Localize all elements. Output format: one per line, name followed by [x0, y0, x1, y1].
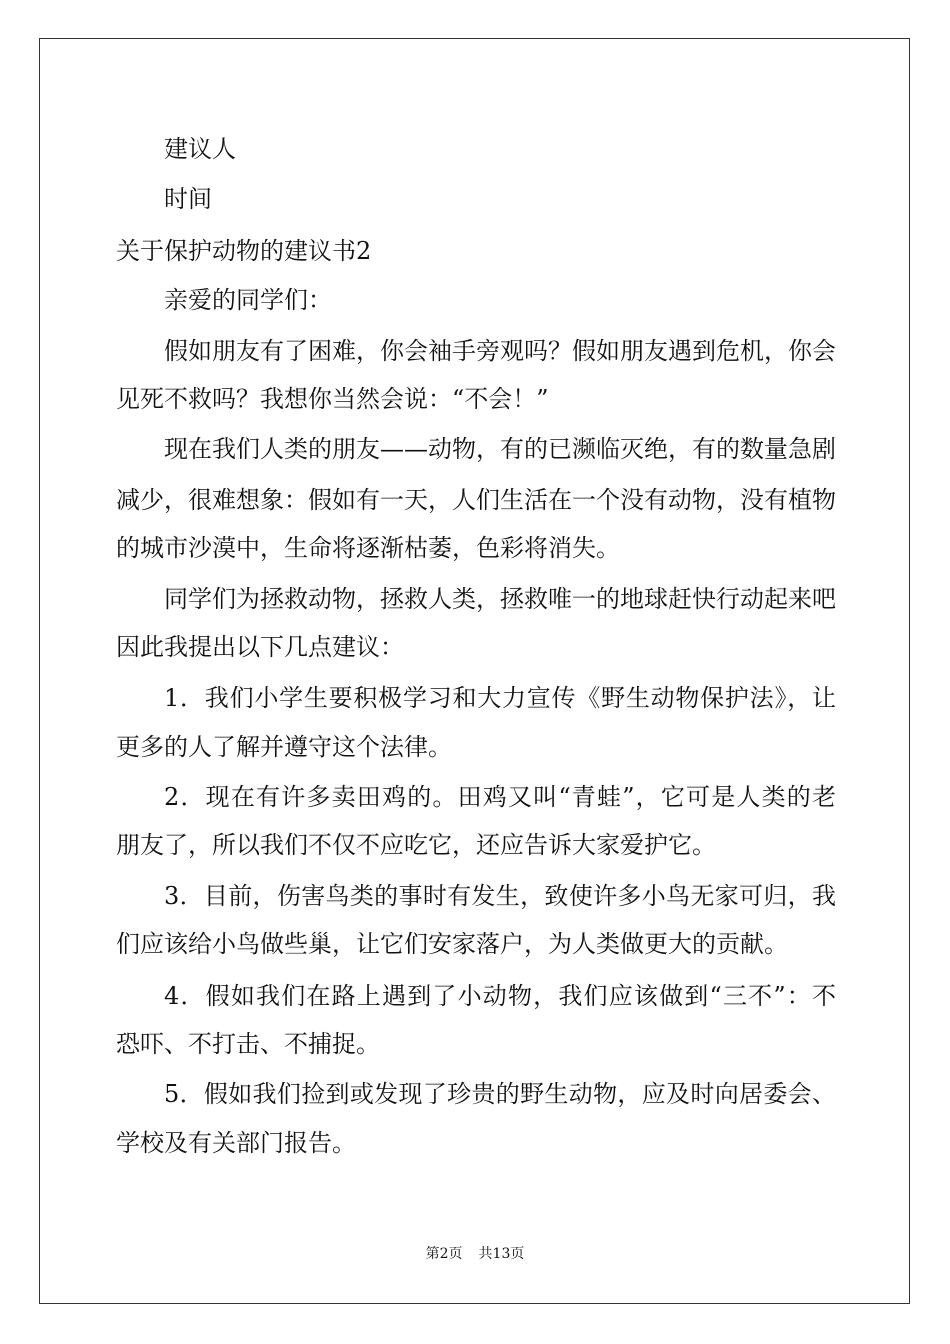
section-title: 关于保护动物的建议书2	[116, 237, 372, 265]
suggestion-2-line: 2．现在有许多卖田鸡的。田鸡又叫“青蛙”，它可是人类的老	[164, 783, 836, 811]
paragraph-line: 假如朋友有了困难，你会袖手旁观吗？假如朋友遇到危机，你会	[164, 337, 836, 365]
date-label: 时间	[164, 185, 212, 213]
suggestion-1-line: 1．我们小学生要积极学习和大力宣传《野生动物保护法》，让	[164, 684, 836, 712]
page-total: 共13页	[478, 1246, 525, 1262]
suggestion-3-line: 们应该给小鸟做些巢，让它们安家落户，为人类做更大的贡献。	[116, 930, 788, 958]
paragraph-line: 减少，很难想象：假如有一天，人们生活在一个没有动物，没有植物	[116, 486, 836, 514]
suggestion-4-line: 恐吓、不打击、不捕捉。	[116, 1030, 380, 1058]
paragraph-line: 见死不救吗？我想你当然会说：“不会！”	[116, 385, 549, 413]
suggestion-1-line: 更多的人了解并遵守这个法律。	[116, 733, 452, 761]
suggestion-2-line: 朋友了，所以我们不仅不应吃它，还应告诉大家爱护它。	[116, 831, 716, 859]
salutation: 亲爱的同学们：	[164, 286, 332, 314]
suggestion-5-line: 5．假如我们捡到或发现了珍贵的野生动物，应及时向居委会、	[164, 1080, 836, 1108]
page-footer	[0, 1244, 950, 1264]
suggestion-5-line: 学校及有关部门报告。	[116, 1129, 356, 1157]
page-frame	[39, 38, 910, 1304]
suggestion-3-line: 3．目前，伤害鸟类的事时有发生，致使许多小鸟无家可归，我	[164, 882, 836, 910]
paragraph-line: 同学们为拯救动物，拯救人类，拯救唯一的地球赶快行动起来吧	[164, 585, 836, 613]
paragraph-line: 因此我提出以下几点建议：	[116, 633, 404, 661]
signer-label: 建议人	[164, 135, 236, 163]
page-number: 第2页	[425, 1246, 463, 1262]
suggestion-4-line: 4．假如我们在路上遇到了小动物，我们应该做到“三不”：不	[164, 982, 836, 1010]
paragraph-line: 现在我们人类的朋友——动物，有的已濒临灭绝，有的数量急剧	[164, 435, 836, 463]
paragraph-line: 的城市沙漠中，生命将逐渐枯萎，色彩将消失。	[116, 534, 620, 562]
